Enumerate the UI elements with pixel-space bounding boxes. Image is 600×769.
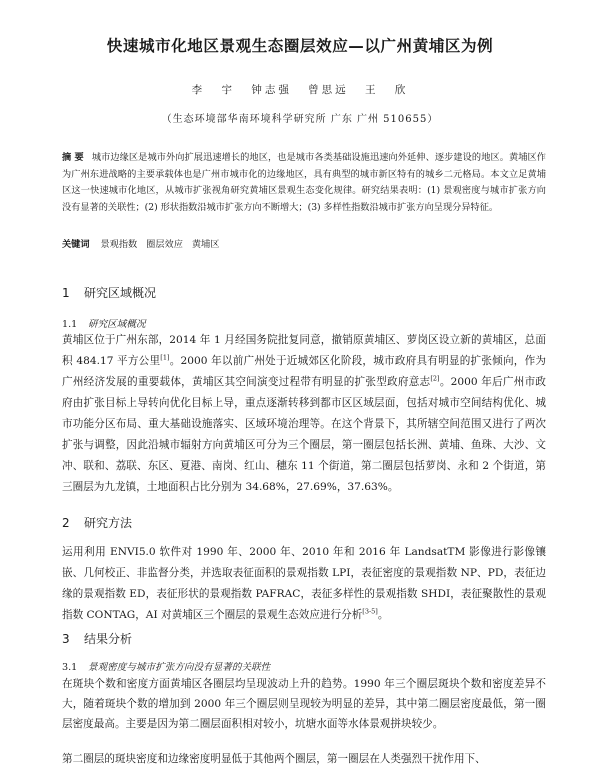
- citation: [3-5]: [362, 607, 378, 616]
- abstract-text: 城市边缘区是城市外向扩展迅速增长的地区，也是城市各类基础设施迅速向外延伸、逐步建设的地区。黄埔区作为广州东进战略的主要承载体也是广州市城市化的边缘地区，具有典型的城市新区特有的城乡二元格局。本文立足黄埔区这一快速城市化地区，从城市扩张视角研究黄埔区景观生态变化规律。研究结果表明：(1) 景观密度与城市扩张方向没有显著的关联性；(2) 形状指数沿城市扩张方向不断增大；(3) 多样性指数沿城市扩张方向呈现分异特征。: [62, 152, 546, 213]
- author-4: 王 欣: [365, 84, 409, 96]
- section-2-heading: [62, 514, 132, 531]
- paper-title: 快速城市化地区景观生态圈层效应—以广州黄埔区为例: [106, 37, 494, 55]
- section-1-paragraph: [62, 330, 546, 498]
- section-3-paragraph: [62, 674, 546, 734]
- text-run: 黄埔区位于广州东部，2014 年 1 月经国务院批复同意，撤销原黄埔区、萝岗区设立新的黄埔区，总面积 484.17 平方公里: [62, 334, 546, 367]
- text-run: 第二圈层的斑块密度和边缘密度明显低于其他两个圈层，第一圈层在人类强烈干扰作用下、: [62, 753, 486, 765]
- subsection-number: 1.1: [62, 319, 78, 330]
- abstract: [62, 150, 546, 216]
- section-title: 研究区域概况: [84, 286, 157, 300]
- keyword: 圈层效应: [146, 239, 183, 250]
- keyword: 景观指数: [100, 239, 138, 250]
- affiliation: （生态环境部华南环境科学研究所 广东 广州 510655）: [161, 114, 439, 125]
- subsection-3-1-heading: [62, 659, 270, 673]
- section-number: 1: [62, 286, 70, 300]
- section-number: 2: [62, 516, 70, 530]
- keywords: [62, 236, 546, 250]
- text-run: 。: [377, 609, 389, 621]
- author-1: 李 宇: [191, 84, 235, 96]
- section-title: 研究方法: [84, 516, 133, 530]
- citation: [2]: [430, 374, 440, 383]
- section-title: 结果分析: [84, 632, 133, 646]
- section-2-paragraph: [62, 542, 546, 626]
- text-run: 。2000 年后广州市政府由扩张目标上导转向优化目标上导，重点逐渐转移到都市区区域层面，包括对城市空间结构优化、城市功能分区布局、重大基础设施落实、区域环境治理等。在这个背景下，其所辖空间范围又进行了两次扩张与调整，因此沿城市辐射方向黄埔区可分为三个圈层，第一圈层包括长洲、黄埔、鱼珠、大沙、文冲、联和、荔联、东区、夏港、南岗、红山、穗东 11 个街道，第二圈层包括萝岗、永和 2 个街道，第三圈层为九龙镇，土地面积占比分别为 34.68%，27.69%，37.63%。: [62, 376, 547, 493]
- subsection-title: 研究区域概况: [88, 319, 146, 330]
- author-list: [0, 82, 600, 97]
- section-number: 3: [62, 632, 70, 646]
- section-3-heading: [62, 630, 132, 647]
- text-run: 在斑块个数和密度方面黄埔区各圈层均呈现波动上升的趋势。1990 年三个圈层斑块个数和密度差异不大，随着斑块个数的增加到 2000 年三个圈层则呈现较为明显的差异，其中第二圈层密度最低，第一圈层密度最高。主要是因为第二圈层面积相对较小，坑塘水面等水体景观拼块较少。: [62, 678, 546, 730]
- text-run: 运用利用 ENVI5.0 软件对 1990 年、2000 年、2010 年和 2016 年 LandsatTM 影像进行影像镶嵌、几何校正、非监督分类，并选取表征面积的景观指数 LPI，表征密度的景观指数 NP、PD，表征边缘的景观指数 ED，表征形状的景观指数 PAFRAC，表征多样性的景观指数 SHDI，表征聚散性的景观指数 CONTAG，AI 对黄埔区三个圈层的景观生态效应进行分析: [62, 546, 546, 621]
- abstract-label: 摘 要: [62, 152, 84, 163]
- subsection-title: 景观密度与城市扩张方向没有显著的关联性: [88, 662, 271, 673]
- citation: [1]: [160, 353, 170, 362]
- keyword: 黄埔区: [191, 239, 220, 250]
- text-run: 。2000 年以前广州处于近城郊区化阶段，城市政府具有明显的扩张倾向，作为广州经济发展的重要载体，黄埔区其空间演变过程带有明显的扩张型政府意志: [62, 355, 546, 388]
- author-3: 曾思远: [308, 84, 349, 96]
- subsection-1-1-heading: [62, 316, 146, 330]
- subsection-number: 3.1: [62, 662, 78, 673]
- section-1-heading: [62, 284, 156, 301]
- author-2: 钟志强: [251, 84, 292, 96]
- keywords-label: 关键词: [62, 239, 90, 250]
- section-3-paragraph-2: [62, 749, 546, 769]
